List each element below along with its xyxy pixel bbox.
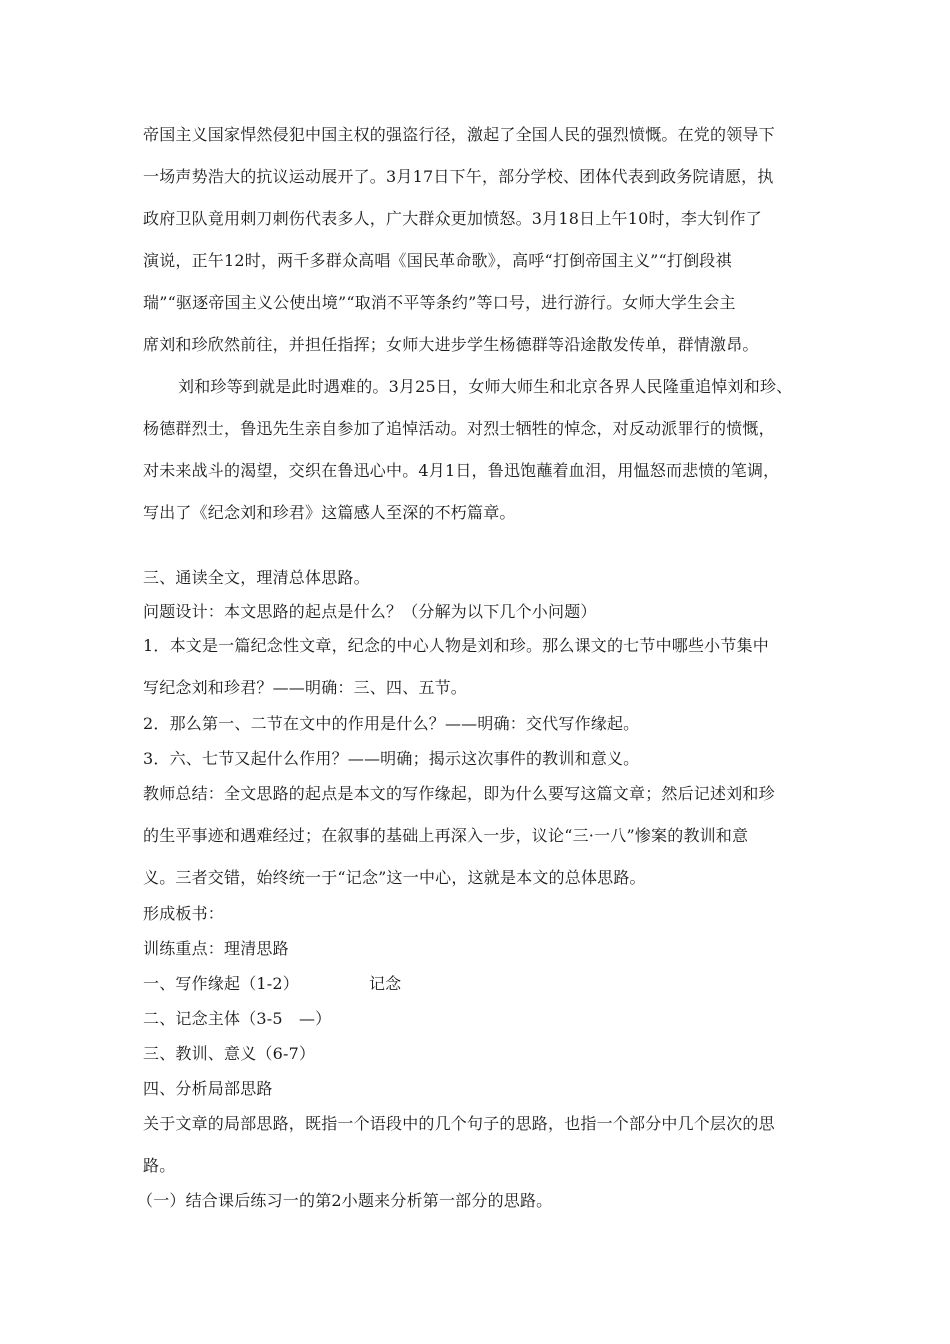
question-1-line-2: 写纪念刘和珍君？——明确：三、四、五节。 [143, 678, 468, 697]
paragraph-2-line-4: 写出了《纪念刘和珍君》这篇感人至深的不朽篇章。 [143, 503, 516, 522]
question-2: 2．那么第一、二节在文中的作用是什么？——明确：交代写作缘起。 [143, 714, 640, 733]
paragraph-2-line-3: 对未来战斗的渴望，交织在鲁迅心中。4月1日，鲁迅饱蘸着血泪，用愠怒而悲愤的笔调， [143, 461, 780, 480]
paragraph-1-line-4: 演说，正午12时，两千多群众高唱《国民革命歌》，高呼“打倒帝国主义”“打倒段祺 [143, 251, 732, 270]
section-4-intro-line-1: 关于文章的局部思路，既指一个语段中的几个句子的思路，也指一个部分中几个层次的思 [143, 1114, 775, 1133]
paragraph-1-line-3: 政府卫队竟用刺刀刺伤代表多人，广大群众更加愤怒。3月18日上午10时，李大钊作了 [143, 209, 762, 228]
question-1-line-1: 1．本文是一篇纪念性文章，纪念的中心人物是刘和珍。那么课文的七节中哪些小节集中 [143, 636, 769, 655]
paragraph-1-line-6: 席刘和珍欣然前往，并担任指挥；女师大进步学生杨德群等沿途散发传单，群情激昂。 [143, 335, 759, 354]
training-focus: 训练重点：理清思路 [143, 939, 289, 958]
outline-item-1-label: 一、写作缘起（1-2） [143, 974, 299, 993]
paragraph-2-line-1: 刘和珍等到就是此时遇难的。3月25日，女师大师生和北京各界人民隆重追悼刘和珍、 [178, 377, 793, 396]
section-3-question: 问题设计：本文思路的起点是什么？（分解为以下几个小问题） [143, 602, 597, 621]
teacher-summary-line-3: 义。三者交错，始终统一于“记念”这一中心，这就是本文的总体思路。 [143, 868, 646, 887]
outline-item-1 [143, 974, 401, 994]
paragraph-1-line-2: 一场声势浩大的抗议运动展开了。3月17日下午，部分学校、团体代表到政务院请愿，执 [143, 167, 774, 186]
paragraph-1-line-1: 帝国主义国家悍然侵犯中国主权的强盗行径，激起了全国人民的强烈愤慨。在党的领导下 [143, 125, 775, 144]
outline-item-2: 二、记念主体（3-5 —） [143, 1009, 332, 1028]
outline-item-3: 三、教训、意义（6-7） [143, 1044, 316, 1063]
board-title: 形成板书： [143, 904, 225, 923]
outline-side-label: 记念 [368, 974, 402, 993]
teacher-summary-line-2: 的生平事迹和遇难经过；在叙事的基础上再深入一步，议论“三·一八”惨案的教训和意 [143, 826, 749, 845]
section-4-intro-line-2: 路。 [143, 1156, 176, 1175]
paragraph-2-line-2: 杨德群烈士，鲁迅先生亲自参加了追悼活动。对烈士牺牲的悼念，对反动派罪行的愤慨， [143, 419, 775, 438]
section-3-heading: 三、通读全文，理清总体思路。 [143, 568, 370, 587]
paragraph-1-line-5: 瑞”“驱逐帝国主义公使出境”“取消不平等条约”等口号，进行游行。女师大学生会主 [143, 293, 736, 312]
question-3: 3．六、七节又起什么作用？——明确；揭示这次事件的教训和意义。 [143, 749, 640, 768]
section-4-heading: 四、分析局部思路 [143, 1079, 273, 1098]
section-4-subsection-1: （一）结合课后练习一的第2小题来分析第一部分的思路。 [137, 1191, 553, 1210]
teacher-summary-line-1: 教师总结：全文思路的起点是本文的写作缘起，即为什么要写这篇文章；然后记述刘和珍 [143, 784, 775, 803]
